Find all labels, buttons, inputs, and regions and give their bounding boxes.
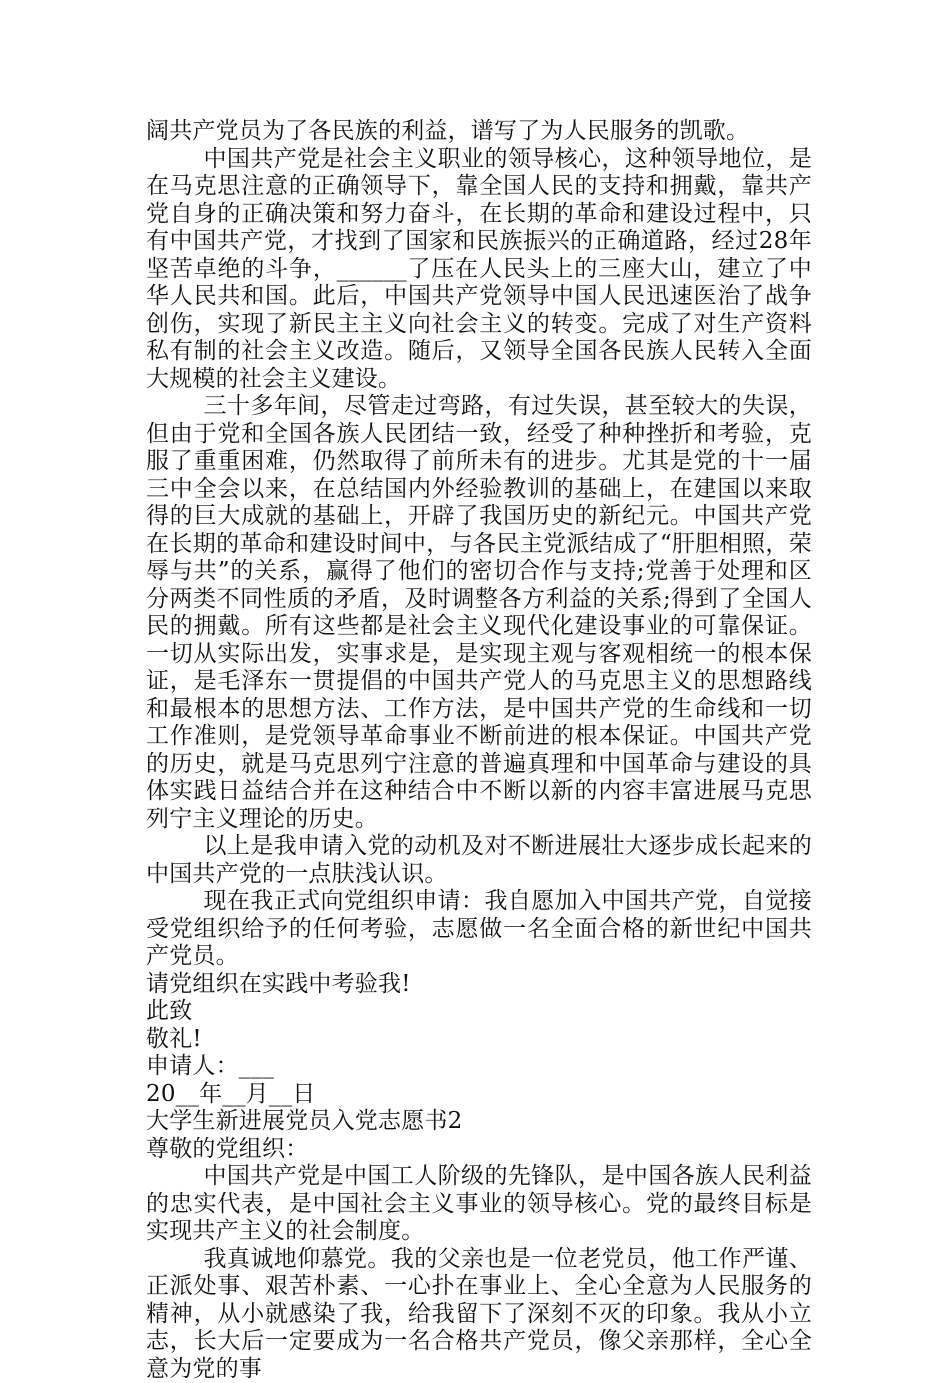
section-heading: 大学生新进展党员入党志愿书2 <box>146 1108 812 1136</box>
salutation: 尊敬的党组织： <box>146 1136 812 1164</box>
closing-test-line: 请党组织在实践中考验我! <box>146 971 812 999</box>
date-line: 20__年__月__日 <box>146 1081 812 1109</box>
paragraph-continuation: 阔共产党员为了各民族的利益，谱写了为人民服务的凯歌。 <box>146 118 812 146</box>
closing-cizhi: 此致 <box>146 998 812 1026</box>
paragraph-application: 现在我正式向党组织申请：我自愿加入中国共产党，自觉接受党组织给予的任何考验，志愿做一名全面合格的新世纪中国共产党员。 <box>146 888 812 971</box>
document-page <box>146 118 812 1383</box>
paragraph-admiration: 我真诚地仰慕党。我的父亲也是一位老党员，他工作严谨、正派处事、艰苦朴素、一心扑在事业上、全心全意为人民服务的精神，从小就感染了我，给我留下了深刻不灭的印象。我从小立志，长大后一定要成为一名合格共产党员，像父亲那样，全心全意为党的事 <box>146 1246 812 1383</box>
paragraph-party-leadership: 中国共产党是社会主义职业的领导核心，这种领导地位，是在马克思注意的正确领导下，靠全国人民的支持和拥戴，靠共产党自身的正确决策和努力奋斗，在长期的革命和建设过程中，只有中国共产党，才找到了国家和民族振兴的正确道路，经过28年坚苦卓绝的斗争，______了压在人民头上的三座大山，建立了中华人民共和国。此后，中国共产党领导中国人民迅速医治了战争创伤，实现了新民主主义向社会主义的转变。完成了对生产资料私有制的社会主义改造。随后，又领导全国各民族人民转入全面大规模的社会主义建设。 <box>146 146 812 394</box>
paragraph-summary: 以上是我申请入党的动机及对不断进展壮大逐步成长起来的中国共产党的一点肤浅认识。 <box>146 833 812 888</box>
applicant-line: 申请人：___ <box>146 1053 812 1081</box>
paragraph-thirty-years: 三十多年间，尽管走过弯路，有过失误，甚至较大的失误，但由于党和全国各族人民团结一致，经受了种种挫折和考验，克服了重重困难，仍然取得了前所未有的进步。尤其是党的十一届三中全会以来，在总结国内外经验教训的基础上，在建国以来取得的巨大成就的基础上，开辟了我国历史的新纪元。中国共产党在长期的革命和建设时间中，与各民主党派结成了“肝胆相照，荣辱与共”的关系，赢得了他们的密切合作与支持;党善于处理和区分两类不同性质的矛盾，及时调整各方利益的关系;得到了全国人民的拥戴。所有这些都是社会主义现代化建设事业的可靠保证。一切从实际出发，实事求是，是实现主观与客观相统一的根本保证，是毛泽东一贯提倡的中国共产党人的马克思主义的思想路线和最根本的思想方法、工作方法，是中国共产党的生命线和一切工作准则，是党领导革命事业不断前进的根本保证。中国共产党的历史，就是马克思列宁注意的普遍真理和中国革命与建设的具体实践日益结合并在这种结合中不断以新的内容丰富进展马克思列宁主义理论的历史。 <box>146 393 812 833</box>
closing-salute: 敬礼! <box>146 1026 812 1054</box>
paragraph-party-vanguard: 中国共产党是中国工人阶级的先锋队，是中国各族人民利益的忠实代表，是中国社会主义事业的领导核心。党的最终目标是实现共产主义的社会制度。 <box>146 1163 812 1246</box>
